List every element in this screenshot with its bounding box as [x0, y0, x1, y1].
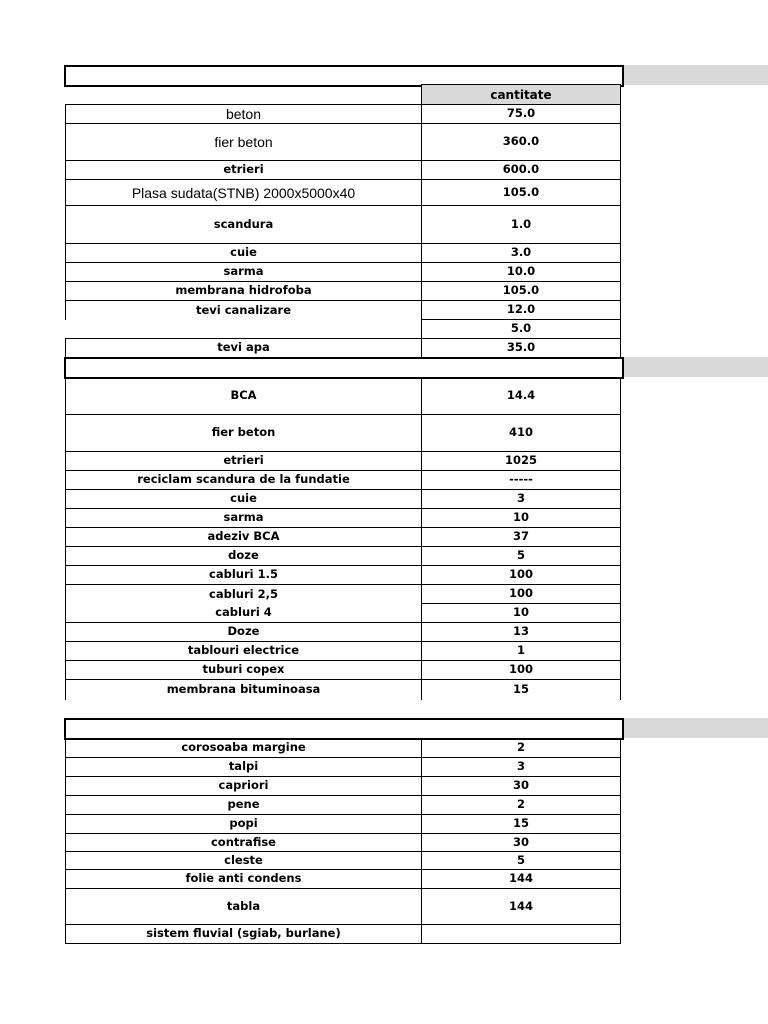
item-name: folie anti condens — [65, 869, 422, 889]
item-quantity — [421, 924, 621, 944]
item-name: BCA — [65, 377, 422, 415]
item-name: tabla — [65, 888, 422, 925]
item-quantity: 2 — [421, 738, 621, 758]
item-name: etrieri — [65, 451, 422, 471]
item-quantity: 3 — [421, 489, 621, 509]
item-name: membrana bituminoasa — [65, 679, 422, 700]
item-quantity: 35.0 — [421, 338, 621, 358]
item-quantity: 10 — [421, 508, 621, 528]
item-name: sarma — [65, 262, 422, 282]
item-name: talpi — [65, 757, 422, 777]
item-name: cuie — [65, 489, 422, 509]
item-quantity: 30 — [421, 833, 621, 852]
item-name: corosoaba margine — [65, 738, 422, 758]
item-quantity: 10 — [421, 603, 621, 623]
item-name — [65, 319, 422, 339]
item-name: cabluri 4 — [65, 603, 422, 623]
item-quantity: 100 — [421, 565, 621, 585]
item-name: scandura — [65, 205, 422, 244]
item-name: Plasa sudata(STNB) 2000x5000x40 — [65, 179, 422, 206]
item-name: doze — [65, 546, 422, 566]
item-quantity: 15 — [421, 814, 621, 834]
item-name: fier beton — [65, 414, 422, 452]
item-name: sistem fluvial (sgiab, burlane) — [65, 924, 422, 944]
section-2-title-bar — [64, 357, 624, 379]
item-quantity: 14.4 — [421, 377, 621, 415]
item-name: beton — [65, 104, 422, 124]
item-quantity: 75.0 — [421, 104, 621, 124]
item-quantity: 1.0 — [421, 205, 621, 244]
item-quantity: 13 — [421, 622, 621, 642]
item-quantity: 105.0 — [421, 281, 621, 301]
item-name: tablouri electrice — [65, 641, 422, 661]
item-name: cabluri 1.5 — [65, 565, 422, 585]
item-quantity: 144 — [421, 888, 621, 925]
item-quantity: 5 — [421, 851, 621, 870]
item-quantity: 3 — [421, 757, 621, 777]
item-quantity: 144 — [421, 869, 621, 889]
item-quantity: 600.0 — [421, 160, 621, 180]
item-name: cuie — [65, 243, 422, 263]
item-name: etrieri — [65, 160, 422, 180]
item-quantity: 30 — [421, 776, 621, 796]
item-quantity: 12.0 — [421, 300, 621, 320]
item-name: adeziv BCA — [65, 527, 422, 547]
item-name: sarma — [65, 508, 422, 528]
item-quantity: 15 — [421, 679, 621, 700]
item-name: tuburi copex — [65, 660, 422, 680]
item-name: membrana hidrofoba — [65, 281, 422, 301]
item-quantity: 37 — [421, 527, 621, 547]
item-quantity: 100 — [421, 584, 621, 604]
item-name: contrafise — [65, 833, 422, 852]
item-name: pene — [65, 795, 422, 815]
item-name: tevi canalizare — [65, 300, 422, 320]
item-quantity: 105.0 — [421, 179, 621, 206]
item-name: capriori — [65, 776, 422, 796]
item-name: fier beton — [65, 123, 422, 161]
item-quantity: 3.0 — [421, 243, 621, 263]
item-quantity: 1025 — [421, 451, 621, 471]
item-name: Doze — [65, 622, 422, 642]
item-quantity: 360.0 — [421, 123, 621, 161]
item-quantity: 10.0 — [421, 262, 621, 282]
item-quantity: 5 — [421, 546, 621, 566]
item-quantity: 100 — [421, 660, 621, 680]
item-name: tevi apa — [65, 338, 422, 358]
quantity-column-header: cantitate — [421, 84, 621, 105]
item-quantity: 410 — [421, 414, 621, 452]
item-quantity: 5.0 — [421, 319, 621, 339]
item-name: popi — [65, 814, 422, 834]
section-3-title-bar — [64, 718, 624, 740]
item-quantity: 1 — [421, 641, 621, 661]
item-name: reciclam scandura de la fundatie — [65, 470, 422, 490]
item-name: cabluri 2,5 — [65, 584, 422, 604]
item-quantity: ----- — [421, 470, 621, 490]
item-quantity: 2 — [421, 795, 621, 815]
item-name: cleste — [65, 851, 422, 870]
